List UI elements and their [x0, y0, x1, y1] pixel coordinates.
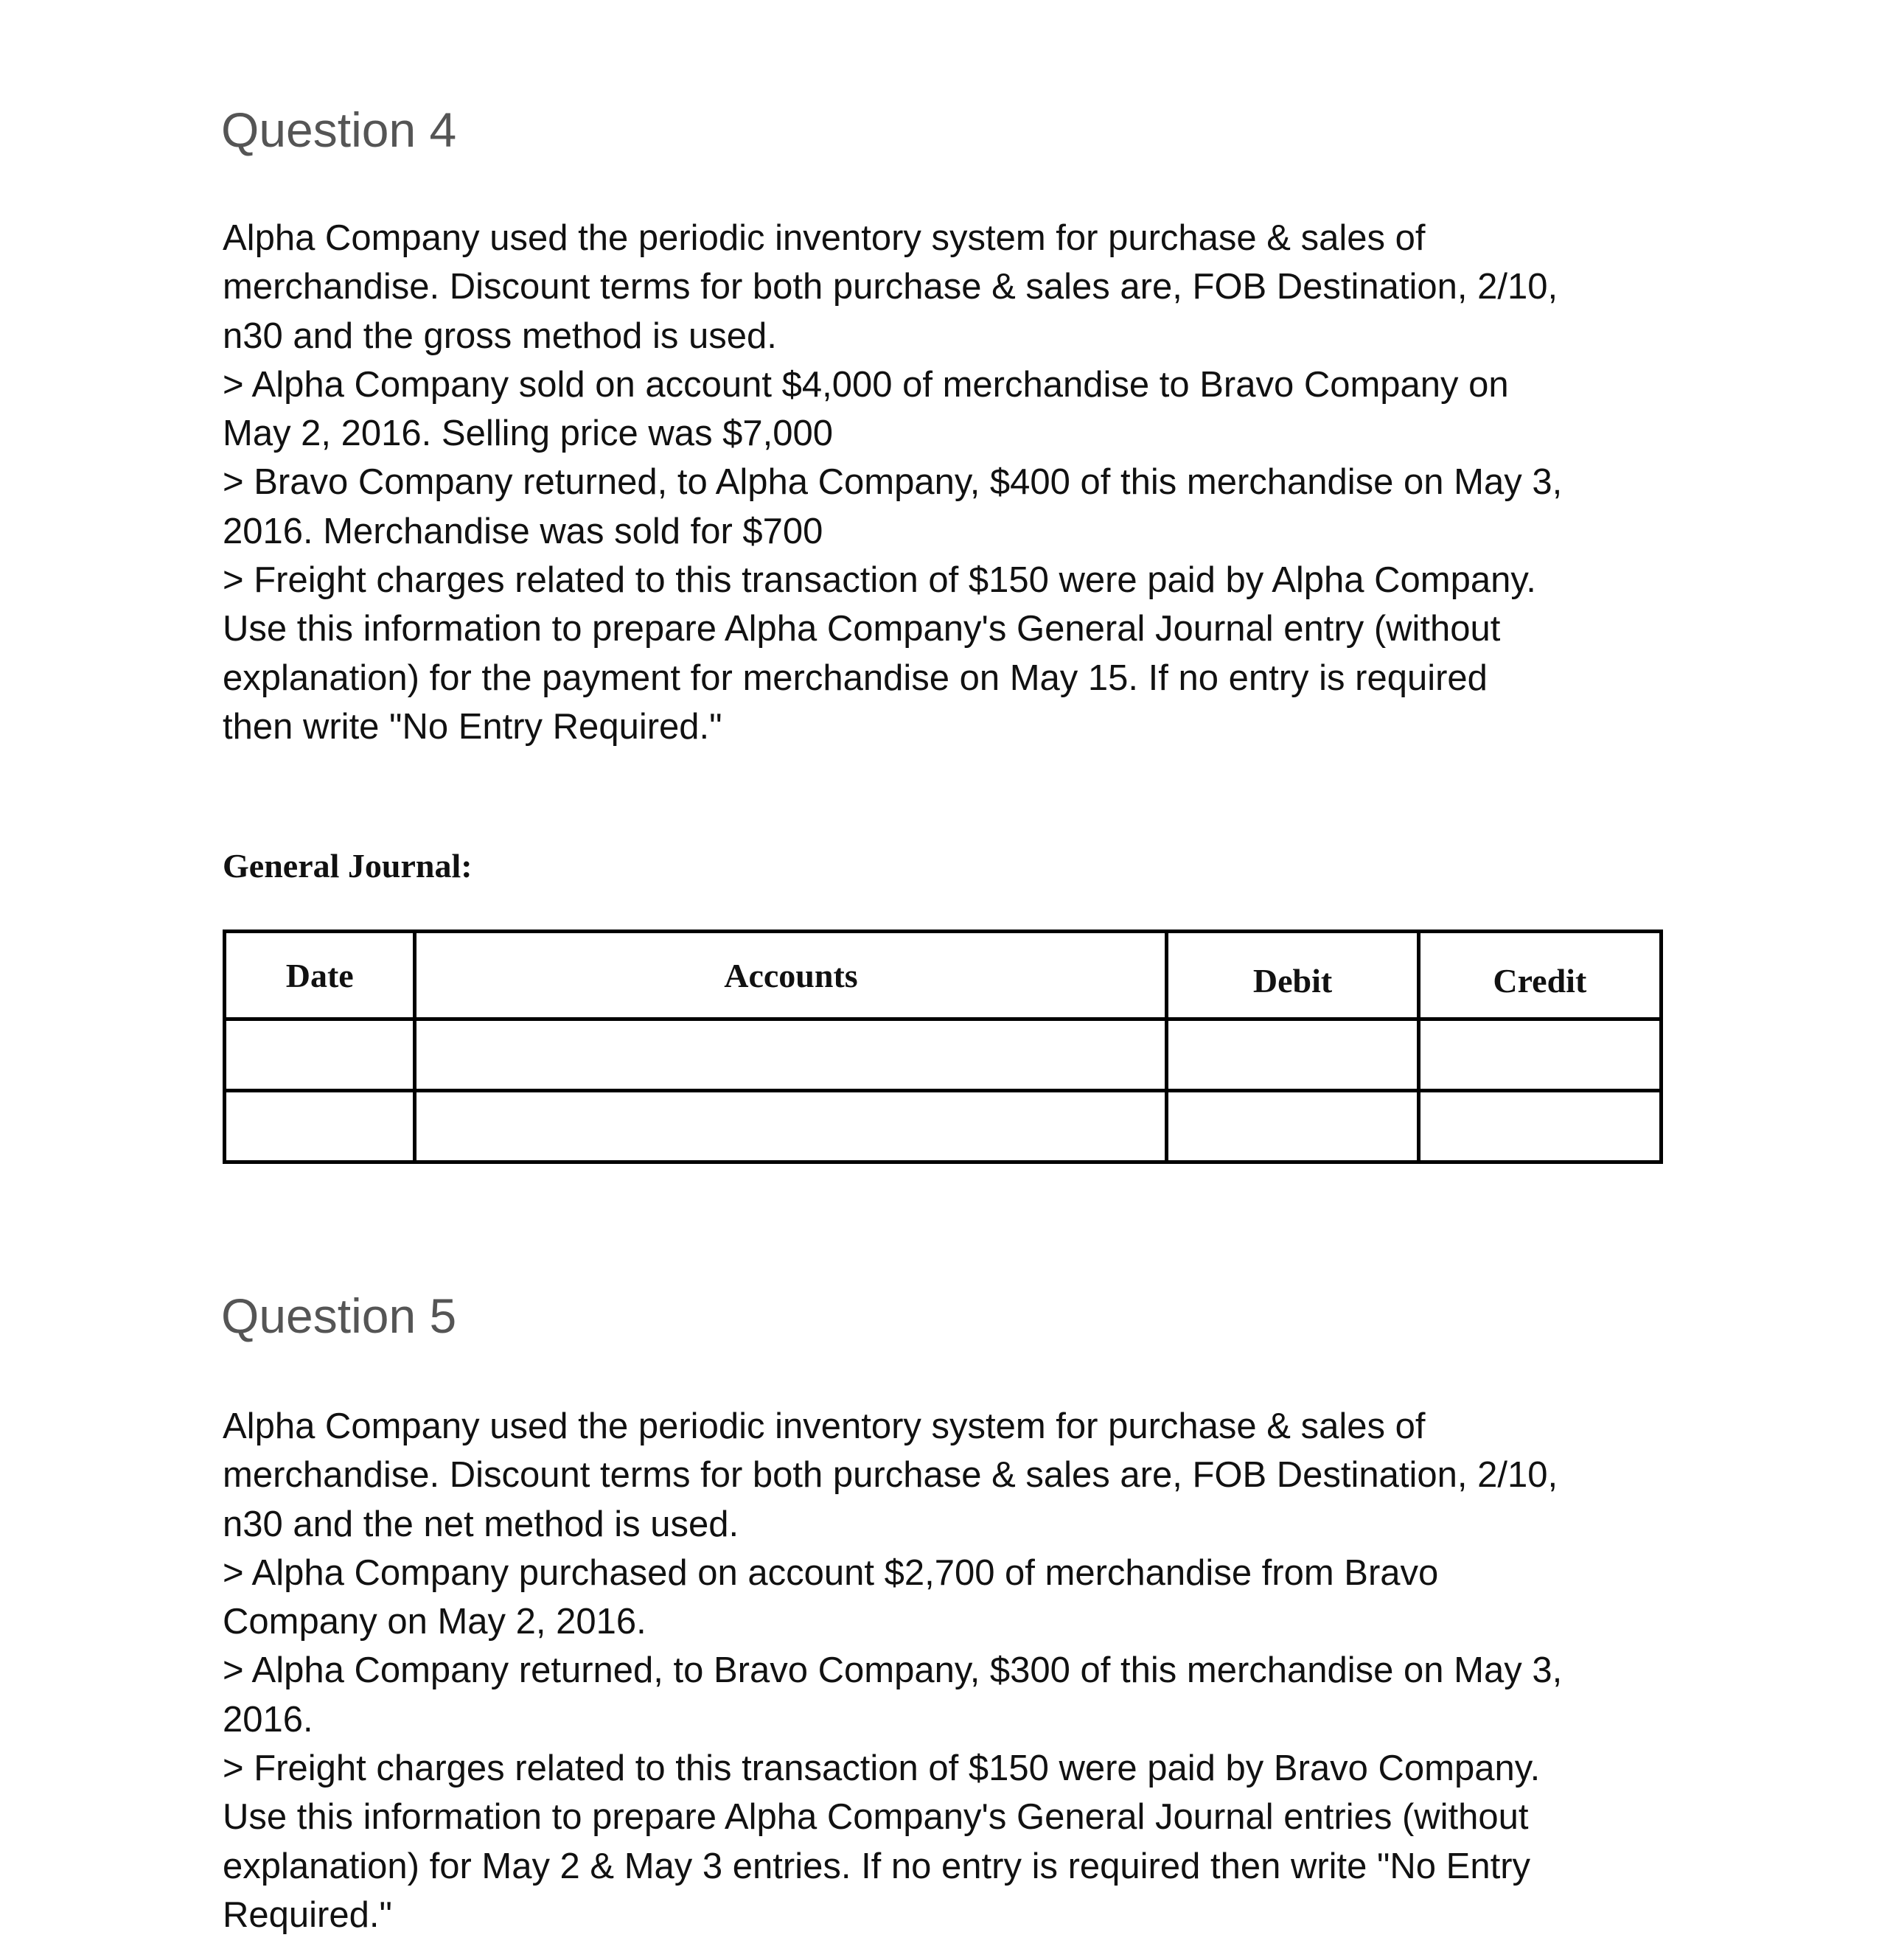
accounts-cell[interactable]: [415, 1091, 1167, 1162]
date-cell[interactable]: [225, 1019, 415, 1091]
general-journal-table: [223, 930, 1663, 1164]
text-line: Required.": [223, 1894, 392, 1935]
header-debit: Debit: [1167, 932, 1418, 1019]
text-line: merchandise. Discount terms for both purchase & sales are, FOB Destination, 2/10,: [223, 267, 1558, 307]
text-line: > Alpha Company returned, to Bravo Company, $300 of this merchandise on May 3,: [223, 1650, 1563, 1691]
question-4-title: Question 4: [221, 102, 457, 157]
question-5-body: [223, 1402, 1562, 1939]
text-line: 2016.: [223, 1699, 313, 1740]
text-line: May 2, 2016. Selling price was $7,000: [223, 414, 834, 454]
text-line: explanation) for the payment for merchandise on May 15. If no entry is required: [223, 658, 1488, 698]
text-line: n30 and the net method is used.: [223, 1504, 739, 1544]
credit-cell[interactable]: [1418, 1019, 1661, 1091]
text-line: Alpha Company used the periodic inventory system for purchase & sales of: [223, 218, 1426, 258]
text-line: Company on May 2, 2016.: [223, 1602, 646, 1642]
text-line: then write "No Entry Required.": [223, 706, 722, 747]
text-line: > Alpha Company purchased on account $2,700 of merchandise from Bravo: [223, 1552, 1439, 1593]
text-line: > Freight charges related to this transaction of $150 were paid by Bravo Company.: [223, 1748, 1541, 1789]
table-header-row: [225, 932, 1662, 1019]
text-line: Use this information to prepare Alpha Company's General Journal entries (without: [223, 1797, 1529, 1838]
general-journal-label: General Journal:: [223, 847, 473, 885]
debit-cell[interactable]: [1167, 1019, 1418, 1091]
header-accounts: Accounts: [415, 932, 1167, 1019]
text-line: Use this information to prepare Alpha Company's General Journal entry (without: [223, 609, 1501, 649]
header-date: Date: [225, 932, 415, 1019]
table-row: [225, 1091, 1662, 1162]
text-line: > Bravo Company returned, to Alpha Company, $400 of this merchandise on May 3,: [223, 462, 1563, 503]
text-line: > Alpha Company sold on account $4,000 of merchandise to Bravo Company on: [223, 364, 1509, 405]
text-line: n30 and the gross method is used.: [223, 315, 777, 356]
text-line: 2016. Merchandise was sold for $700: [223, 511, 823, 551]
header-credit: Credit: [1418, 932, 1661, 1019]
table-row: [225, 1019, 1662, 1091]
text-line: > Freight charges related to this transaction of $150 were paid by Alpha Company.: [223, 560, 1536, 601]
text-line: merchandise. Discount terms for both purchase & sales are, FOB Destination, 2/10,: [223, 1455, 1558, 1496]
question-4-body: [223, 214, 1562, 751]
credit-cell[interactable]: [1418, 1091, 1661, 1162]
date-cell[interactable]: [225, 1091, 415, 1162]
debit-cell[interactable]: [1167, 1091, 1418, 1162]
question-5-title: Question 5: [221, 1288, 457, 1343]
text-line: Alpha Company used the periodic inventory system for purchase & sales of: [223, 1406, 1426, 1446]
accounts-cell[interactable]: [415, 1019, 1167, 1091]
text-line: explanation) for May 2 & May 3 entries. If no entry is required then write "No Entry: [223, 1846, 1531, 1886]
